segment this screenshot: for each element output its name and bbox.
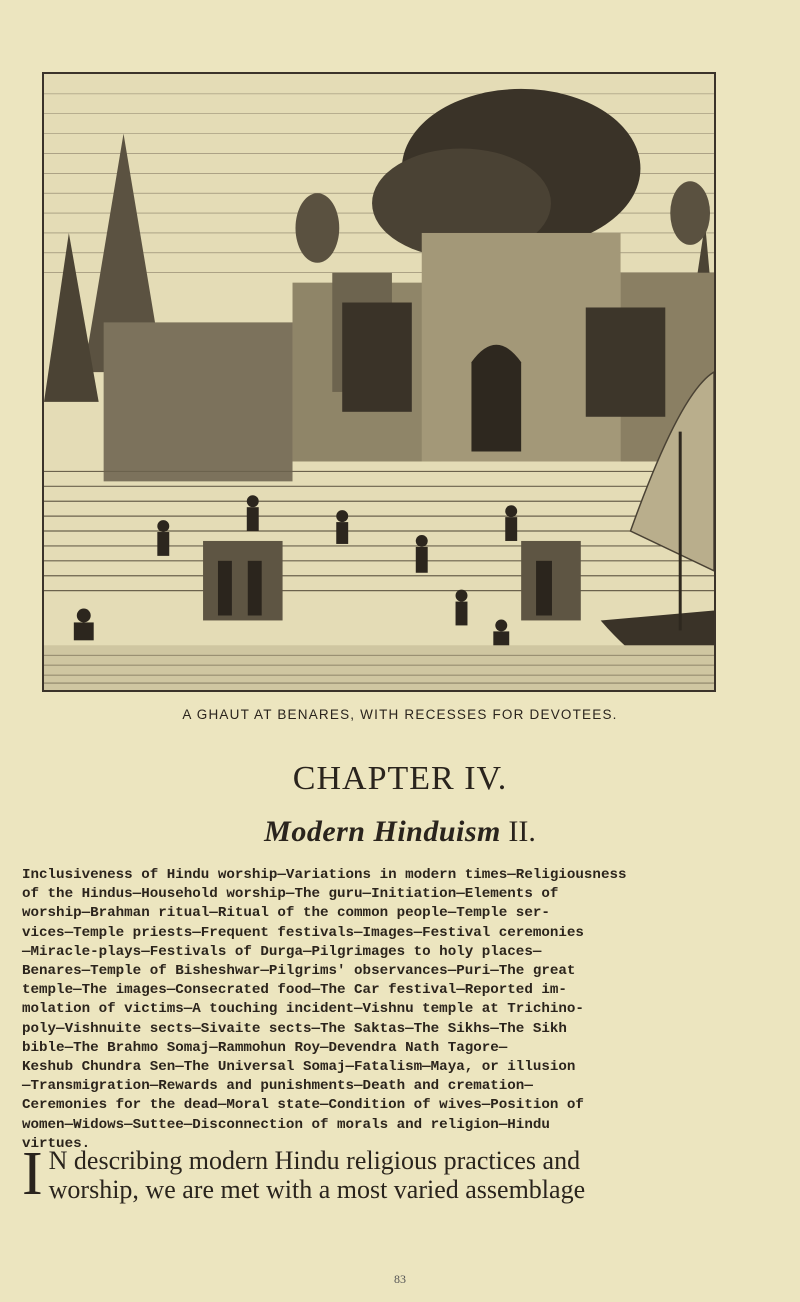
ghat-engraving-icon — [44, 74, 714, 690]
summary-line: of the Hindus—Household worship—The guru—Initiation—Elements of — [22, 886, 559, 903]
body-line: worship, we are met with a most varied assemblage — [48, 1175, 586, 1204]
chapter-title — [0, 815, 800, 849]
chapter-summary — [22, 866, 780, 1154]
summary-line: vices—Temple priests—Frequent festivals—Images—Festival ceremonies — [22, 924, 584, 941]
summary-line: women—Widows—Suttee—Disconnection of morals and religion—Hindu — [22, 1116, 550, 1133]
summary-line: molation of victims—A touching incident—Vishnu temple at Trichino- — [22, 1001, 584, 1018]
summary-line: virtues. — [22, 1135, 91, 1152]
ghat-engraving — [42, 72, 716, 692]
summary-line: —Transmigration—Rewards and punishments—Death and cremation— — [22, 1078, 533, 1095]
drop-cap: I — [22, 1140, 43, 1208]
summary-line: temple—The images—Consecrated food—The Car festival—Reported im- — [22, 982, 567, 999]
chapter-title-gothic: Modern Hinduism — [264, 815, 501, 848]
summary-line: worship—Brahman ritual—Ritual of the common people—Temple ser- — [22, 905, 550, 922]
chapter-title-numeral: II. — [508, 815, 536, 848]
summary-line: Inclusiveness of Hindu worship—Variations in modern times—Religiousness — [22, 867, 627, 883]
summary-line: poly—Vishnuite sects—Sivaite sects—The Saktas—The Sikhs—The Sikh — [22, 1020, 567, 1037]
chapter-heading: CHAPTER IV. — [292, 760, 508, 797]
page-number: 83 — [394, 1272, 406, 1286]
summary-line: Benares—Temple of Bisheshwar—Pilgrims' observances—Puri—The great — [22, 963, 576, 980]
summary-line: bible—The Brahmo Somaj—Rammohun Roy—Devendra Nath Tagore— — [22, 1039, 508, 1056]
summary-line: —Miracle-plays—Festivals of Durga—Pilgrimages to holy places— — [22, 943, 542, 960]
summary-line: Ceremonies for the dead—Moral state—Condition of wives—Position of — [22, 1097, 584, 1114]
body-line: N describing modern Hindu religious practices and — [48, 1146, 581, 1175]
illustration-caption: A GHAUT AT BENARES, WITH RECESSES FOR DEVOTEES. — [182, 707, 618, 722]
summary-line: Keshub Chundra Sen—The Universal Somaj—Fatalism—Maya, or illusion — [22, 1059, 576, 1076]
